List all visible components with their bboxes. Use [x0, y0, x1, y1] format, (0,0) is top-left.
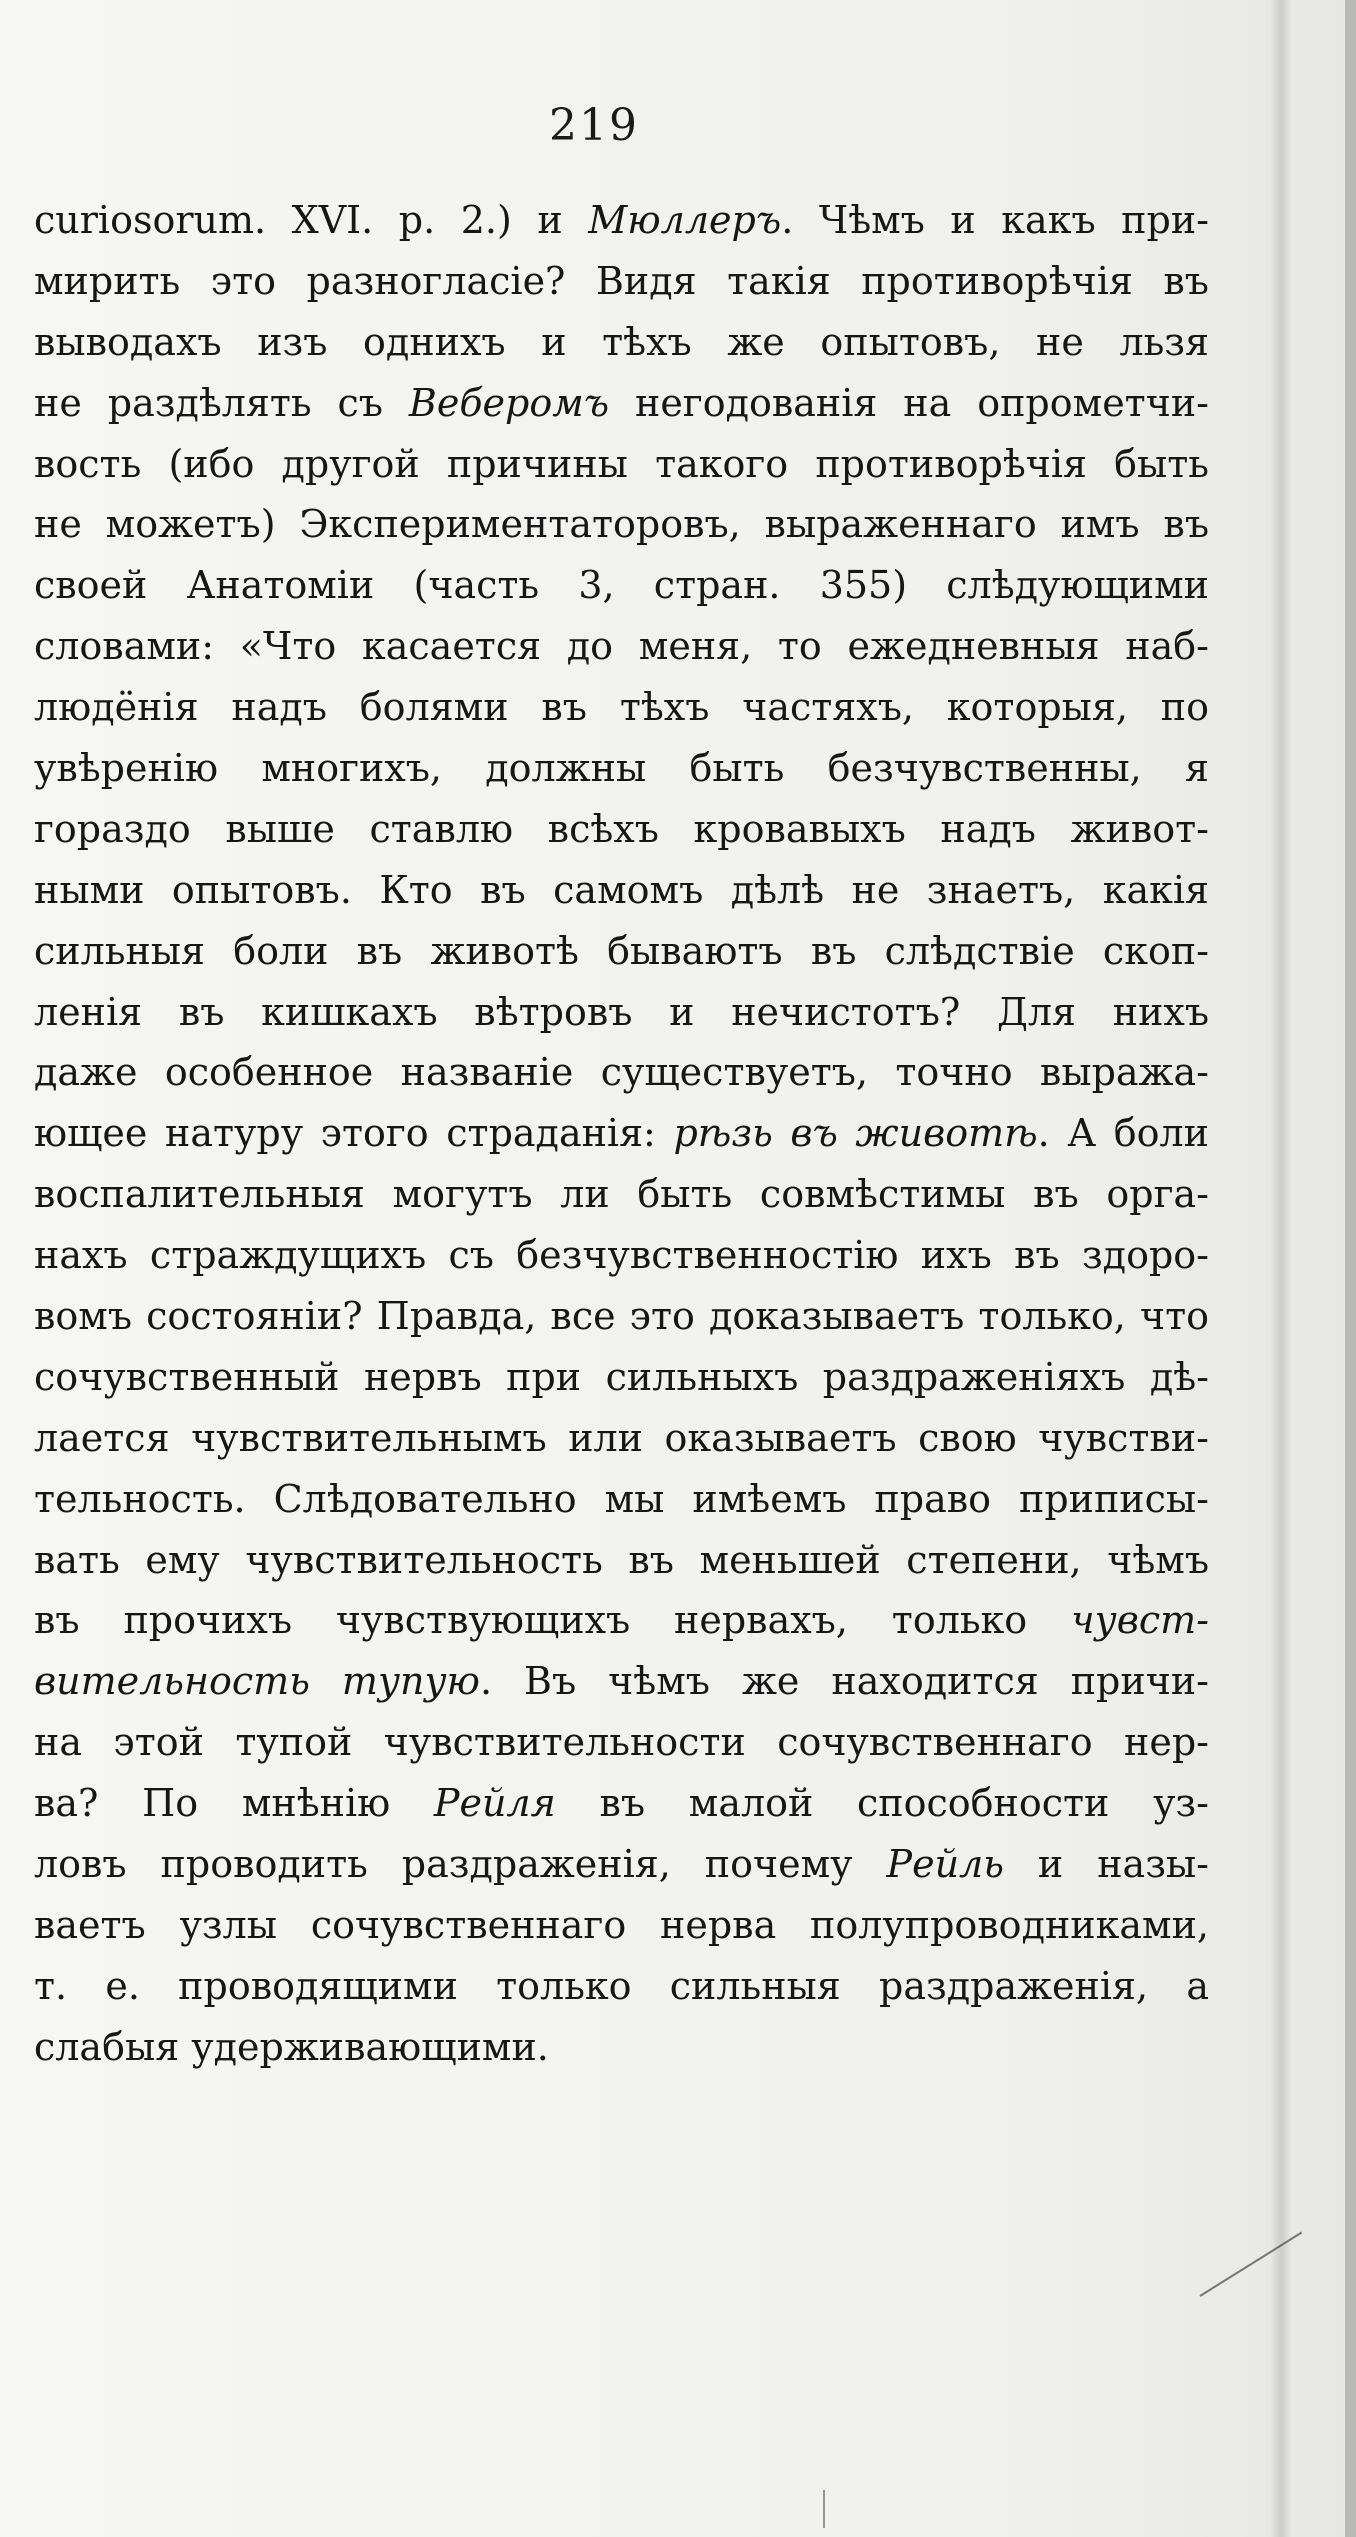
text-run: лается чувствительнымъ или оказываетъ свою чувстви- [34, 1415, 1209, 1460]
text-line [34, 738, 1209, 799]
text-line [34, 1895, 1209, 1956]
text-line [34, 1530, 1209, 1591]
text-run: на этой тупой чувствительности сочувственнаго нер- [34, 1720, 1209, 1765]
text-line [34, 1042, 1209, 1103]
text-line [34, 1225, 1209, 1286]
text-run: увѣренію многихъ, должны быть безчувственны, я [34, 746, 1209, 791]
text-line [34, 1773, 1209, 1834]
text-line [34, 1469, 1209, 1530]
page-number: 219 [549, 100, 639, 151]
italic-text-run: Веберомъ [408, 380, 610, 425]
text-line [34, 1347, 1209, 1408]
text-line [34, 921, 1209, 982]
text-run: и назы- [1003, 1842, 1210, 1887]
text-run: своей Анатоміи (часть 3, стран. 355) слѣдующими [34, 563, 1209, 608]
text-run: воспалительныя могутъ ли быть совмѣстимы въ орга- [34, 1172, 1209, 1217]
text-run: въ малой способности уз- [555, 1781, 1210, 1826]
text-run: въ прочихъ чувствующихъ нервахъ, только [34, 1598, 1072, 1643]
text-run: curiosorum. XVI. p. 2.) и [34, 198, 589, 242]
text-run: мирить это разногласіе? Видя такія противорѣчія въ [34, 258, 1209, 303]
text-line [34, 1834, 1209, 1895]
italic-text-run: Рейля [433, 1781, 556, 1826]
page-fold-shadow [1270, 0, 1292, 2537]
text-run: не раздѣлять съ [34, 380, 409, 425]
text-run: вать ему чувствительность въ меньшей степени, чѣмъ [34, 1537, 1209, 1582]
text-line [34, 677, 1209, 738]
text-run: не можетъ) Экспериментаторовъ, выраженнаго имъ въ [34, 502, 1209, 547]
text-run: . Въ чѣмъ же находится причи- [479, 1659, 1209, 1704]
text-line [34, 799, 1209, 860]
page-edge [1345, 0, 1356, 2537]
italic-text-run: Мюллеръ [588, 198, 782, 242]
italic-text-run: рѣзь въ животѣ [673, 1111, 1038, 1156]
text-run: . А боли [1037, 1111, 1209, 1156]
text-run: ва? По мнѣнію [34, 1781, 434, 1826]
text-run: ловъ проводить раздраженія, почему [34, 1842, 887, 1887]
text-run: даже особенное названіе существуетъ, точно выража- [34, 1050, 1209, 1095]
text-run: ваетъ узлы сочувственнаго нерва полупроводниками, [34, 1902, 1209, 1947]
text-run: . Чѣмъ и какъ при- [781, 198, 1209, 242]
text-line [34, 1712, 1209, 1773]
text-line [34, 1164, 1209, 1225]
text-run: ными опытовъ. Кто въ самомъ дѣлѣ не знаетъ, какія [34, 867, 1209, 912]
text-run: ющее натуру этого страданія: [34, 1111, 674, 1156]
text-line [34, 373, 1209, 434]
text-run: гораздо выше ставлю всѣхъ кровавыхъ надъ живот- [34, 806, 1209, 851]
text-line [34, 312, 1209, 373]
text-line [34, 616, 1209, 677]
text-line [34, 1956, 1209, 2017]
text-line [34, 434, 1209, 495]
text-line [34, 1408, 1209, 1469]
body-text [34, 190, 1209, 2078]
text-line [34, 1286, 1209, 1347]
text-line [34, 494, 1209, 555]
scan-scratch-mark [823, 2490, 825, 2528]
text-run: негодованія на опрометчи- [609, 380, 1209, 425]
text-run: людёнія надъ болями въ тѣхъ частяхъ, которыя, по [34, 685, 1209, 730]
text-run: нахъ страждущихъ съ безчувственностію ихъ въ здоро- [34, 1233, 1209, 1278]
text-line [34, 1651, 1209, 1712]
text-run: вость (ибо другой причины такого противорѣчія быть [34, 441, 1209, 486]
text-run: сильныя боли въ животѣ бываютъ въ слѣдствіе скоп- [34, 928, 1209, 973]
text-line [34, 1590, 1209, 1651]
text-line [34, 1103, 1209, 1164]
text-line [34, 860, 1209, 921]
text-run: словами: «Что касается до меня, то ежедневныя наб- [34, 624, 1209, 669]
text-run: слабыя удерживающими. [34, 2024, 549, 2069]
text-run: ленія въ кишкахъ вѣтровъ и нечистотъ? Для нихъ [34, 989, 1209, 1034]
text-run: выводахъ изъ однихъ и тѣхъ же опытовъ, не льзя [34, 319, 1209, 364]
text-line [34, 982, 1209, 1043]
italic-text-run: вительность тупую [34, 1659, 480, 1704]
text-run: тельность. Слѣдовательно мы имѣемъ право приписы- [34, 1476, 1209, 1521]
text-run: сочувственный нервъ при сильныхъ раздраженіяхъ дѣ- [34, 1354, 1209, 1399]
text-line [34, 555, 1209, 616]
text-line [34, 190, 1209, 251]
italic-text-run: Рейль [886, 1842, 1004, 1887]
text-run: т. е. проводящими только сильныя раздраженія, а [34, 1963, 1209, 2008]
text-line [34, 251, 1209, 312]
text-run: вомъ состояніи? Правда, все это доказываетъ только, что [34, 1294, 1209, 1339]
italic-text-run: чувст- [1071, 1598, 1209, 1643]
text-line [34, 2017, 1209, 2078]
